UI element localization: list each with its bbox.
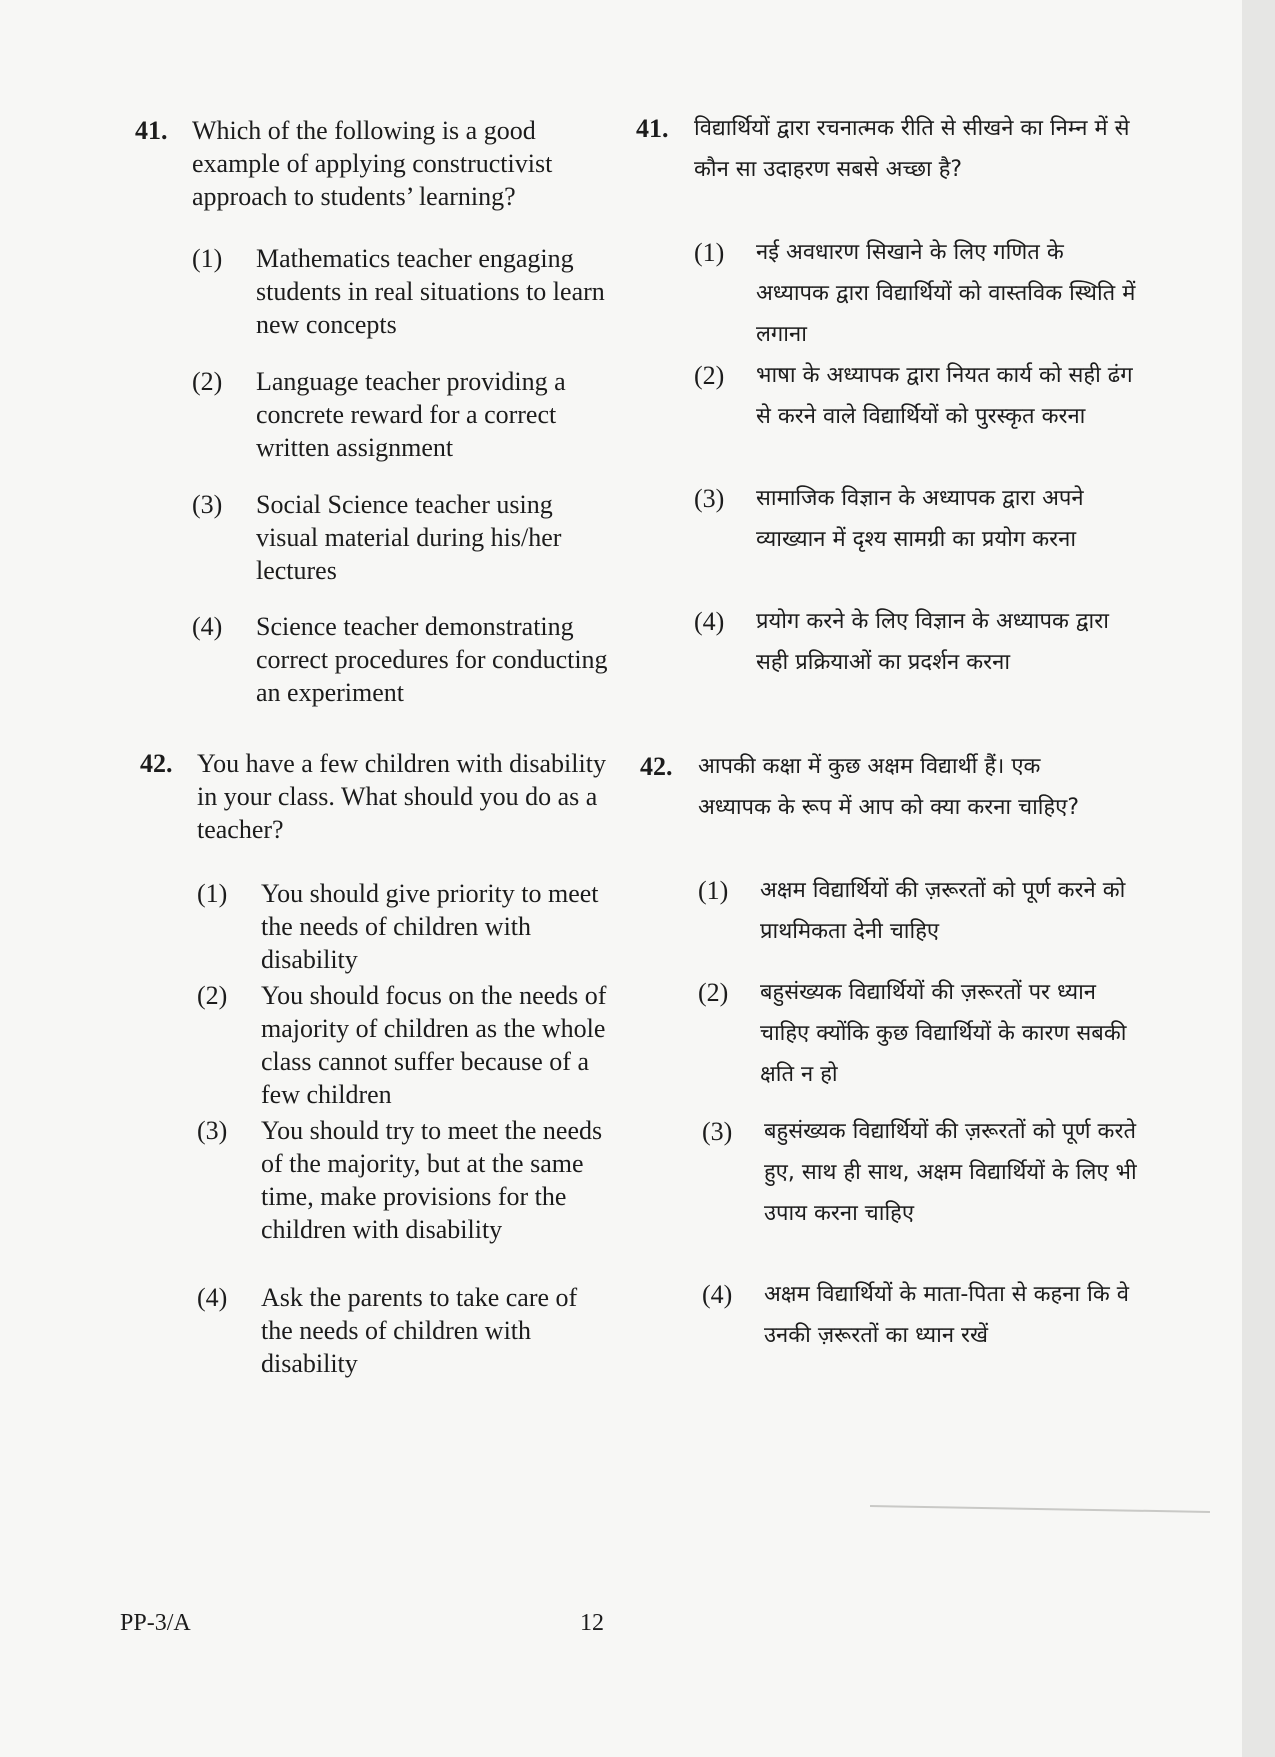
- option-number: (2): [197, 981, 228, 1010]
- option-text: बहुसंख्यक विद्यार्थियों की ज़रूरतों पर ध्यान चाहिए क्योंकि कुछ विद्यार्थियों के कारण सबकी क्षति न हो: [760, 980, 1127, 1087]
- option-text: You should give priority to meet the needs of children with disability: [261, 879, 599, 974]
- option-text: Social Science teacher using visual material during his/her lectures: [256, 490, 562, 585]
- question-text: You have a few children with disability in your class. What should you do as a teacher?: [197, 749, 606, 844]
- option-text: You should try to meet the needs of the majority, but at the same time, make provisions for the children with disability: [261, 1116, 603, 1244]
- option-number: (3): [192, 490, 223, 519]
- question-42-hi: [640, 746, 1160, 1396]
- page-divider-line: [870, 1505, 1210, 1513]
- option-text: Science teacher demonstrating correct procedures for conducting an experiment: [256, 612, 608, 707]
- option-text: You should focus on the needs of majority of children as the whole class cannot suffer because of a few children: [261, 981, 607, 1109]
- option-text: बहुसंख्यक विद्यार्थियों की ज़रूरतों को पूर्ण करते हुए, साथ ही साथ, अक्षम विद्यार्थियों के लिए भी उपाय करना चाहिए: [764, 1119, 1137, 1226]
- question-number: 42.: [640, 752, 673, 781]
- question-number: 41.: [135, 116, 168, 145]
- page-number: 12: [580, 1610, 604, 1636]
- option-number: (1): [698, 876, 729, 905]
- option-text: नई अवधारण सिखाने के लिए गणित के अध्यापक द्वारा विद्यार्थियों को वास्तविक स्थिति में लगाना: [756, 240, 1136, 347]
- option-number: (2): [694, 361, 725, 390]
- option-text: सामाजिक विज्ञान के अध्यापक द्वारा अपने व्याख्यान में दृश्य सामग्री का प्रयोग करना: [756, 486, 1084, 552]
- question-text: आपकी कक्षा में कुछ अक्षम विद्यार्थी हैं। एक अध्यापक के रूप में आप को क्या करना चाहिए?: [698, 754, 1080, 820]
- question-42-en: [140, 747, 620, 1407]
- option-number: (1): [192, 244, 223, 273]
- question-text: Which of the following is a good example of applying constructivist approach to students’ learning?: [192, 116, 553, 211]
- option-number: (4): [694, 607, 725, 636]
- option-text: Ask the parents to take care of the needs of children with disability: [261, 1283, 578, 1378]
- option-number: (1): [694, 238, 725, 267]
- booklet-code: PP-3/A: [120, 1610, 191, 1636]
- question-number: 41.: [636, 114, 669, 143]
- option-number: (2): [698, 978, 729, 1007]
- option-text: अक्षम विद्यार्थियों के माता-पिता से कहना कि वे उनकी ज़रूरतों का ध्यान रखें: [764, 1282, 1129, 1348]
- page-edge: [1242, 0, 1275, 1757]
- option-number: (3): [197, 1116, 228, 1145]
- option-number: (2): [192, 367, 223, 396]
- option-number: (4): [702, 1280, 733, 1309]
- question-41-hi: [636, 108, 1156, 728]
- option-text: Mathematics teacher engaging students in real situations to learn new concepts: [256, 244, 605, 339]
- question-41-en: [135, 114, 615, 714]
- option-number: (3): [702, 1117, 733, 1146]
- option-text: भाषा के अध्यापक द्वारा नियत कार्य को सही ढंग से करने वाले विद्यार्थियों को पुरस्कृत करना: [756, 363, 1133, 429]
- option-text: प्रयोग करने के लिए विज्ञान के अध्यापक द्वारा सही प्रक्रियाओं का प्रदर्शन करना: [756, 609, 1109, 675]
- option-number: (4): [192, 612, 223, 641]
- question-text: विद्यार्थियों द्वारा रचनात्मक रीति से सीखने का निम्न में से कौन सा उदाहरण सबसे अच्छा है?: [694, 116, 1130, 182]
- option-text: Language teacher providing a concrete reward for a correct written assignment: [256, 367, 566, 462]
- question-number: 42.: [140, 749, 173, 778]
- option-text: अक्षम विद्यार्थियों की ज़रूरतों को पूर्ण करने को प्राथमिकता देनी चाहिए: [760, 878, 1126, 944]
- option-number: (1): [197, 879, 228, 908]
- option-number: (3): [694, 484, 725, 513]
- option-number: (4): [197, 1283, 228, 1312]
